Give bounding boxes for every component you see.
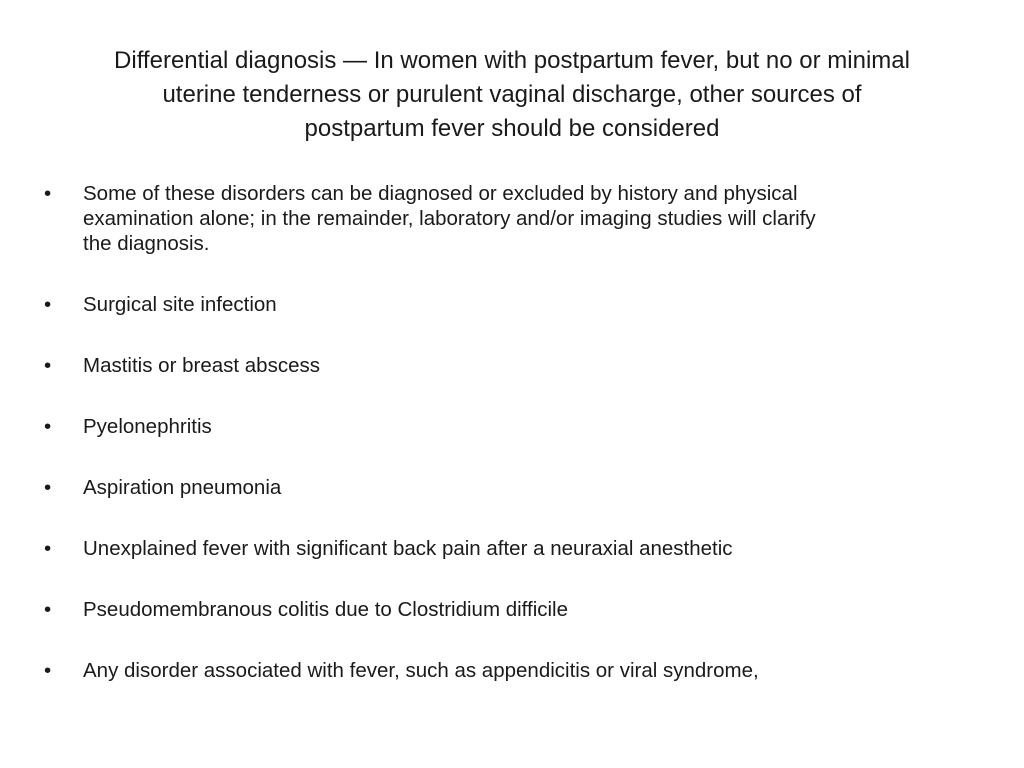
bullet-marker: • (44, 293, 52, 316)
bullet-marker: • (44, 415, 52, 438)
bullet-text: Surgical site infection (83, 293, 277, 316)
bullet-marker: • (44, 537, 52, 560)
bullet-item-any-disorder (44, 658, 964, 683)
bullet-item-diagnosis-note (44, 181, 964, 256)
bullet-item-surgical-site-infection (44, 292, 964, 317)
bullet-item-mastitis (44, 353, 964, 378)
slide-title (60, 44, 964, 146)
bullet-text: Pseudomembranous colitis due to Clostridium difficile (83, 598, 569, 621)
bullet-text-line-1: Some of these disorders can be diagnosed or excluded by history and physical (83, 182, 798, 205)
bullet-text: Unexplained fever with significant back pain after a neuraxial anesthetic (83, 537, 733, 560)
bullet-marker: • (44, 354, 52, 377)
bullet-text: Pyelonephritis (83, 415, 212, 438)
bullet-marker: • (44, 659, 52, 682)
bullet-text: Any disorder associated with fever, such as appendicitis or viral syndrome, (83, 659, 759, 682)
bullet-item-unexplained-fever (44, 536, 964, 561)
bullet-text: Mastitis or breast abscess (83, 354, 320, 377)
bullet-text-line-3: the diagnosis. (83, 232, 210, 255)
bullet-text-line-2: examination alone; in the remainder, laboratory and/or imaging studies will clarify (83, 207, 816, 230)
bullet-item-pyelonephritis (44, 414, 964, 439)
bullet-marker: • (44, 182, 52, 205)
title-line-3: postpartum fever should be considered (304, 115, 720, 142)
bullet-text: Aspiration pneumonia (83, 476, 282, 499)
bullet-marker: • (44, 598, 52, 621)
bullet-marker: • (44, 476, 52, 499)
title-line-2: uterine tenderness or purulent vaginal discharge, other sources of (162, 81, 862, 108)
bullet-item-pseudomembranous-colitis (44, 597, 964, 622)
title-line-1: Differential diagnosis — In women with postpartum fever, but no or minimal (114, 47, 910, 74)
bullet-list (44, 181, 964, 719)
bullet-item-aspiration-pneumonia (44, 475, 964, 500)
